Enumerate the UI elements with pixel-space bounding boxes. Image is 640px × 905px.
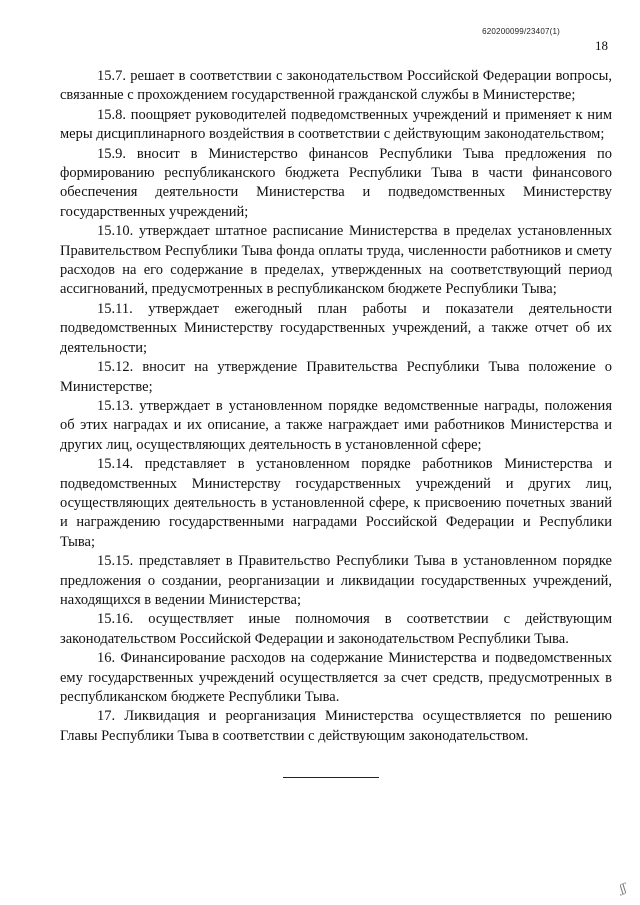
paragraph-16: 16. Финансирование расходов на содержание Министерства и подведомственных ему государственных учреждений осуществляется за счет средств, предусмотренных в республиканском бюджете Республики Тыва.: [60, 650, 612, 705]
document-id: 620200099/23407(1): [482, 27, 560, 36]
document-body: [60, 67, 612, 746]
paragraph-15-13: 15.13. утверждает в установленном порядке ведомственные награды, положения об этих наградах и их описание, а также награждает ими работников Министерства и других лиц, осуществляющих деятельность в установленной сфере;: [60, 397, 612, 453]
paragraph-15-9: 15.9. вносит в Министерство финансов Республики Тыва предложения по формированию республиканского бюджета Республики Тыва в части финансового обеспечения деятельности Министерства и подведомственных Министерству государственных учреждений;: [60, 145, 612, 220]
end-of-document-rule: [283, 777, 379, 778]
handwritten-initials-mark: ʃʃ: [617, 881, 629, 896]
paragraph-15-11: 15.11. утверждает ежегодный план работы и показатели деятельности подведомственных Министерству государственных учреждений, а также отчет об их деятельности;: [60, 300, 612, 356]
paragraph-17: 17. Ликвидация и реорганизация Министерства осуществляется по решению Главы Республики Тыва в соответствии с действующим законодательством.: [60, 708, 612, 744]
paragraph-15-10: 15.10. утверждает штатное расписание Министерства в пределах установленных Правительством Республики Тыва фонда оплаты труда, численности работников и смету расходов на его содержание в пределах, утвержденных на соответствующий период ассигнований, предусмотренных в республиканском бюджете Республики Тыва;: [60, 223, 612, 298]
paragraph-15-7: 15.7. решает в соответствии с законодательством Российской Федерации вопросы, связанные с прохождением государственной гражданской службы в Министерстве;: [60, 68, 612, 104]
paragraph-15-8: 15.8. поощряет руководителей подведомственных учреждений и применяет к ним меры дисциплинарного воздействия в соответствии с действующим законодательством;: [60, 106, 612, 143]
paragraph-15-15: 15.15. представляет в Правительство Республики Тыва в установленном порядке предложения о создании, реорганизации и ликвидации государственных учреждений, находящихся в ведении Министерства;: [60, 553, 612, 608]
paragraph-15-16: 15.16. осуществляет иные полномочия в соответствии с действующим законодательством Российской Федерации и законодательством Республики Тыва.: [60, 611, 612, 647]
paragraph-15-14: 15.14. представляет в установленном порядке работников Министерства и подведомственных Министерству государственных учреждений и других лиц, осуществляющих деятельность в установленной сфере, к присвоению почетных званий и награждению государственными наградами Российской Федерации и Республики Тыва;: [60, 456, 612, 550]
paragraph-15-12: 15.12. вносит на утверждение Правительства Республики Тыва положение о Министерстве;: [60, 359, 612, 395]
page-number: 18: [595, 38, 608, 53]
